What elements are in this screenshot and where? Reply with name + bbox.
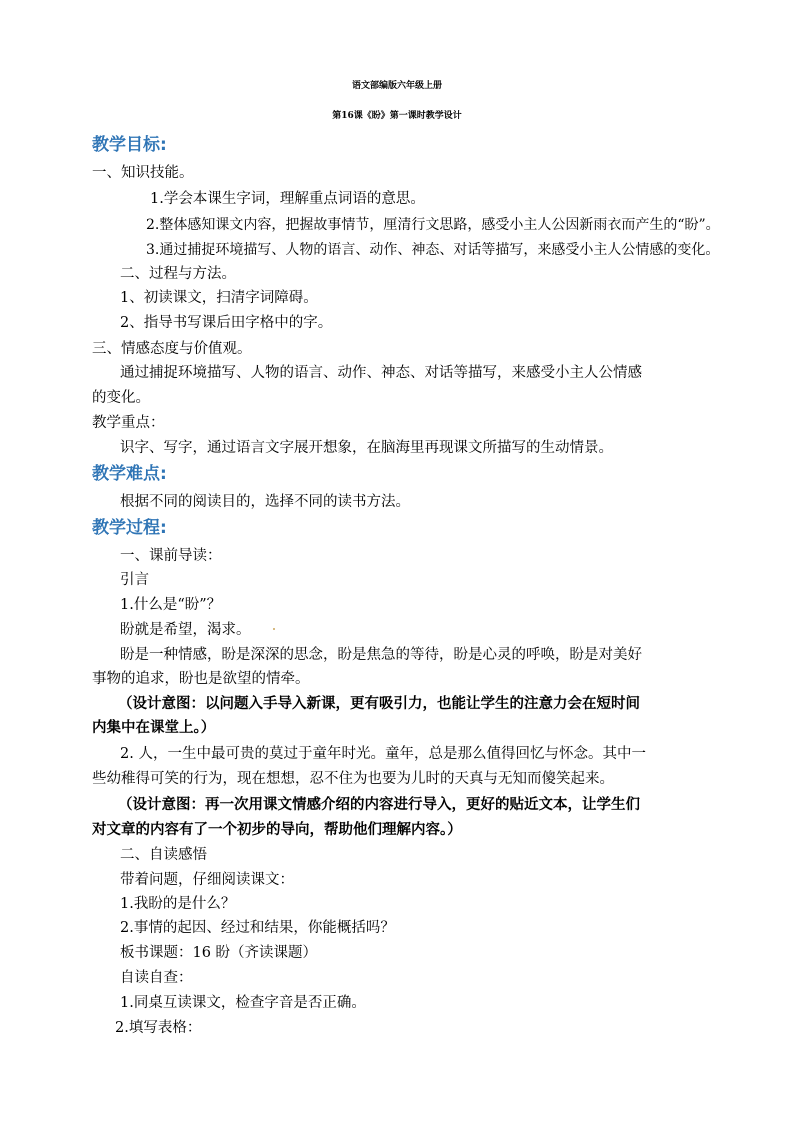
process-question-1: 1.什么是“盼”？	[120, 597, 222, 613]
difficulty-text: 根据不同的阅读目的，选择不同的读书方法。	[120, 494, 410, 510]
design-intent-2-line1: （设计意图：再一次用课文情感介绍的内容进行导入，更好的贴近文本，让学生们	[118, 796, 640, 813]
design-intent-2-line2: 对文章的内容有了一个初步的导向，帮助他们理解内容。）	[92, 821, 462, 838]
teaching-key-text: 识字、写字，通过语言文字展开想象，在脑海里再现课文所描写的生动情景。	[120, 440, 613, 456]
process-reading-prompt: 带着问题，仔细阅读课文：	[120, 872, 294, 888]
emotion-text-line2: 的变化。	[92, 390, 150, 406]
method-item-2: 2、指导书写课后田字格中的字。	[120, 315, 333, 331]
process-paragraph-2-line1: 2. 人，一生中最可贵的莫过于童年时光。童年，总是那么值得回忆与怀念。其中一	[120, 746, 646, 762]
method-item-1: 1、初读课文，扫清字词障碍。	[120, 290, 318, 306]
goals-process-methods: 二、过程与方法。	[120, 266, 236, 282]
heading-teaching-process: 教学过程:	[92, 518, 167, 538]
design-intent-1-line2: 内集中在课堂上。）	[92, 719, 216, 736]
goals-emotion-values: 三、情感态度与价值观。	[92, 341, 252, 357]
design-intent-1-line1: （设计意图：以问题入手导入新课，更有吸引力，也能让学生的注意力会在短时间	[118, 695, 640, 712]
stray-dot-mark	[273, 628, 275, 630]
process-paragraph-1-line1: 盼是一种情感，盼是深深的思念，盼是焦急的等待，盼是心灵的呼唤，盼是对美好	[120, 647, 642, 663]
process-intro-label: 引言	[120, 572, 149, 588]
self-check-item-2: 2.填写表格：	[115, 1020, 202, 1036]
process-paragraph-2-line2: 些幼稚得可笑的行为，现在想想，忍不住为也要为儿时的天真与无知而傻笑起来。	[92, 771, 614, 787]
process-section-2: 二、自读感悟	[120, 847, 207, 863]
document-title-line1: 语文部编版六年级上册	[351, 81, 442, 91]
board-title-note: 板书课题：16 盼（齐读课题）	[120, 945, 318, 961]
goal-item-2: 2.整体感知课文内容，把握故事情节，厘清行文思路，感受小主人公因新雨衣而产生的“盼”。	[146, 217, 720, 233]
process-answer-1: 盼就是希望，渴求。	[120, 622, 251, 638]
goal-item-1: 1.学会本课生字词，理解重点词语的意思。	[150, 191, 425, 207]
process-section-1: 一、课前导读：	[120, 548, 222, 564]
self-check-label: 自读自查：	[120, 970, 193, 986]
goal-item-3: 3.通过捕捉环境描写、人物的语言、动作、神态、对话等描写，来感受小主人公情感的变化。	[146, 242, 720, 258]
reading-question-2: 2.事情的起因、经过和结果，你能概括吗？	[120, 920, 395, 936]
goals-knowledge-skills: 一、知识技能。	[92, 165, 194, 181]
document-title-line2: 第16课《盼》第一课时教学设计	[332, 111, 462, 121]
emotion-text-line1: 通过捕捉环境描写、人物的语言、动作、神态、对话等描写，来感受小主人公情感	[120, 365, 642, 381]
heading-teaching-difficulty: 教学难点:	[92, 464, 167, 484]
process-paragraph-1-line2: 事物的追求，盼也是欲望的情牵。	[92, 671, 310, 687]
teaching-key-label: 教学重点：	[92, 415, 165, 431]
self-check-item-1: 1.同桌互读课文，检查字音是否正确。	[120, 995, 366, 1011]
heading-teaching-goals: 教学目标:	[92, 135, 167, 155]
reading-question-1: 1.我盼的是什么？	[120, 896, 236, 912]
